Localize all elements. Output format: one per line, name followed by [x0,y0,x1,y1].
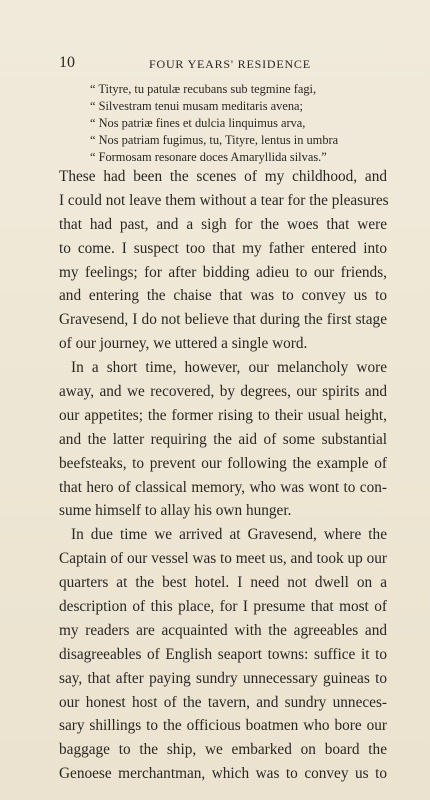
text-line: my feelings; for after bidding adieu to our friends, [59,263,387,281]
text-line: quarters at the best hotel. I need not dwell on a [59,574,387,592]
running-head: FOUR YEARS' RESIDENCE [149,57,311,71]
text-line: our appetites; the former rising to their usual height, [59,406,387,424]
text-line: I could not leave them without a tear for the pleasures [59,191,389,209]
text-line: disagreeables of English seaport towns: suffice it to [59,645,387,663]
text-line: In due time we arrived at Gravesend, where the [71,526,387,544]
text-line: our honest host of the tavern, and sundry unneces- [59,693,387,711]
text-line: that hero of classical memory, who was wont to con- [59,478,387,496]
text-line: Genoese merchantman, which was to convey us to [59,765,387,783]
latin-verse-quotation [90,81,390,166]
text-line: sary shillings to the officious boatmen who bore our [59,717,387,735]
text-line: of our journey, we uttered a single word. [59,335,308,353]
text-line: and entering the chaise that was to convey us to [59,287,387,305]
verse-line: “ Nos patriam fugimus, tu, Tityre, lentus in umbra [90,133,339,147]
text-line: Gravesend, I do not believe that during the first stage [59,311,387,329]
text-line: sume himself to allay his own hunger. [59,502,292,520]
text-line: Captain of our vessel was to meet us, and took up our [59,550,387,568]
text-line: away, and we recovered, by degrees, our spirits and [59,383,387,401]
body-text [59,165,387,786]
page-header [59,54,384,74]
text-line: baggage to the ship, we embarked on board the [59,741,387,759]
text-line: In a short time, however, our melancholy wore [71,359,387,377]
text-line: my readers are acquainted with the agreeables and [59,621,387,639]
text-line: to come. I suspect too that my father entered into [59,239,387,257]
text-line: say, that after paying sundry unnecessary guineas to [59,669,387,687]
verse-line: “ Nos patriæ fines et dulcia linquimus arva, [90,116,306,130]
text-line: beefsteaks, to prevent our following the example of [59,454,387,472]
text-line: that had past, and a sigh for the woes that were [59,215,387,233]
verse-line: “ Silvestram tenui musam meditaris avena; [90,99,303,113]
verse-line: “ Tityre, tu patulæ recubans sub tegmine fagi, [90,82,317,96]
page-number: 10 [59,54,75,71]
verse-line: “ Formosam resonare doces Amaryllida silvas.” [90,150,327,164]
text-line: and the latter requiring the aid of some substantial [59,430,387,448]
text-line: These had been the scenes of my childhood, and [59,168,387,185]
text-line: description of this place, for I presume that most of [59,598,387,616]
